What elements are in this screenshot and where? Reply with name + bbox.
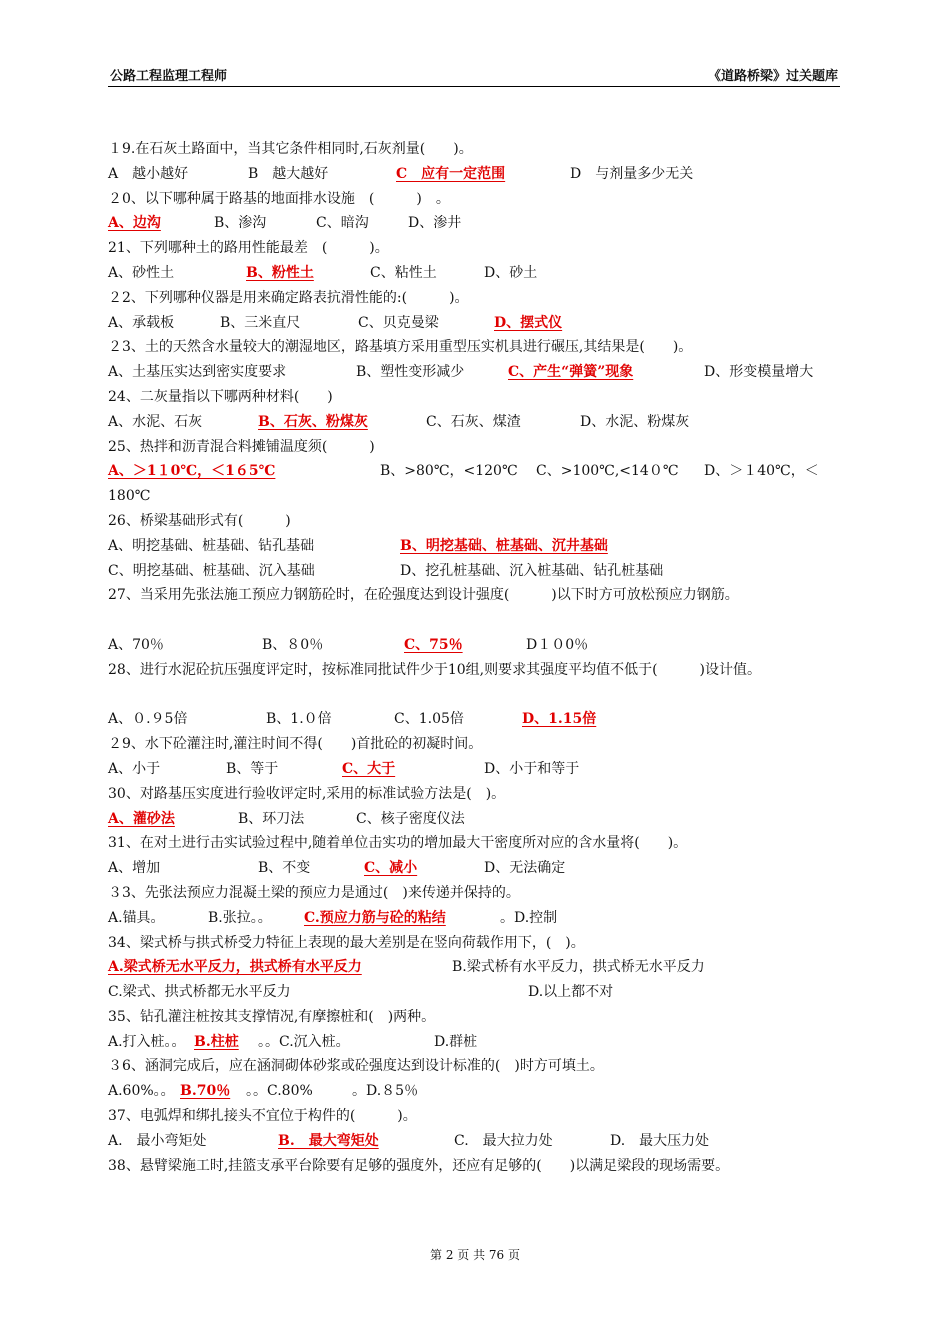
question-22-options — [108, 311, 844, 336]
answer-option-b: B、粉性土 — [246, 264, 314, 281]
answer-option-a: A、灌砂法 — [108, 810, 175, 827]
question-38-stem: 38、悬臂梁施工时,挂篮支承平台除要有足够的强度外，还应有足够的( )以满足梁段的现场需要。 — [108, 1157, 730, 1174]
option-a: A、水泥、石灰 — [108, 413, 203, 430]
option-c: C、>100℃,<14０℃ — [536, 463, 679, 480]
option-a: A、０.９5倍 — [108, 711, 188, 728]
answer-option-c: C、75％ — [404, 636, 463, 653]
question-30-stem: 30、对路基压实度进行验收评定时,采用的标准试验方法是( )。 — [108, 785, 506, 802]
option-b: B、环刀法 — [238, 810, 305, 827]
option-d: D. 最大压力处 — [610, 1132, 710, 1149]
question-37-stem: 37、电弧焊和绑扎接头不宜位于构件的( )。 — [108, 1108, 417, 1125]
option-d: D、小于和等于 — [484, 760, 580, 777]
option-a: A.60%。。 — [108, 1083, 175, 1100]
question-22-stem: ２2、下列哪种仪器是用来确定路表抗滑性能的:( )。 — [108, 289, 469, 306]
option-b: B、塑性变形减少 — [356, 364, 465, 381]
question-36-stem: ３6、涵洞完成后，应在涵洞砌体砂浆或砼强度达到设计标准的( )时方可填土。 — [108, 1058, 604, 1075]
option-d: 。D.８5％ — [352, 1083, 419, 1100]
answer-option-b: B、石灰、粉煤灰 — [258, 413, 368, 430]
answer-option-a: A.梁式桥无水平反力，拱式桥有水平反力 — [108, 959, 362, 976]
question-21-options — [108, 261, 844, 286]
question-28-options — [108, 707, 844, 732]
option-d: D１０0％ — [526, 636, 589, 653]
option-c: 。。C.沉入桩。 — [258, 1033, 350, 1050]
question-31-stem: 31、在对土进行击实试验过程中,随着单位击实功的增加最大干密度所对应的含水量将( )。 — [108, 835, 688, 852]
option-d: D、＞１40℃，＜ — [704, 463, 819, 480]
option-c: C、石灰、煤渣 — [426, 413, 521, 430]
option-a: A、明挖基础、桩基础、钻孔基础 — [108, 537, 315, 554]
question-36-options — [108, 1079, 844, 1104]
option-a: A、土基压实达到密实度要求 — [108, 364, 287, 381]
option-d: D、砂土 — [484, 264, 538, 281]
option-a: A. 最小弯矩处 — [108, 1132, 207, 1149]
question-27-options — [108, 633, 844, 658]
option-d: D.以上都不对 — [528, 984, 614, 1001]
option-a: A、砂性土 — [108, 264, 175, 281]
option-d: D 与剂量多少无关 — [570, 165, 694, 182]
question-34-options-cd — [108, 980, 844, 1005]
question-19-options — [108, 162, 844, 187]
question-list — [108, 137, 844, 1203]
question-24-options — [108, 410, 844, 435]
option-a: A.打入桩。。 — [108, 1033, 186, 1050]
option-a: A 越小越好 — [108, 165, 189, 182]
question-25-stem: 25、热拌和沥青混合料摊铺温度须( ) — [108, 438, 375, 455]
option-c: C. 最大拉力处 — [454, 1132, 553, 1149]
option-a: A、小于 — [108, 760, 161, 777]
question-21-stem: 21、下列哪种土的路用性能最差 ( )。 — [108, 240, 389, 257]
answer-option-d: D、摆式仪 — [494, 314, 563, 331]
option-b: B、不变 — [258, 860, 311, 877]
option-b: B.梁式桥有水平反力，拱式桥无水平反力 — [452, 959, 705, 976]
question-34-stem: 34、梁式桥与拱式桥受力特征上表现的最大差别是在竖向荷载作用下，( )。 — [108, 934, 585, 951]
option-c: C、粘性土 — [370, 264, 437, 281]
answer-option-b: B、明挖基础、桩基础、沉井基础 — [400, 537, 608, 554]
question-31-options — [108, 856, 844, 881]
question-24-stem: 24、二灰量指以下哪两种材料( ) — [108, 388, 333, 405]
question-26-stem: 26、桥梁基础形式有( ) — [108, 512, 291, 529]
question-34-options-ab — [108, 955, 844, 980]
header-left-title: 公路工程监理工程师 — [110, 69, 228, 84]
option-d: D、挖孔桩基础、沉入桩基础、钻孔桩基础 — [400, 562, 664, 579]
option-a: A、增加 — [108, 860, 161, 877]
answer-option-d: D、1.15倍 — [522, 711, 597, 728]
answer-option-b: B.70％ — [180, 1083, 231, 1100]
option-c: C、暗沟 — [316, 215, 369, 232]
option-b: B.张拉。。 — [208, 909, 272, 926]
option-c: C、明挖基础、桩基础、沉入基础 — [108, 562, 315, 579]
answer-option-c: C 应有一定范围 — [396, 165, 506, 182]
page-footer: 第 2 页 共 76 页 — [430, 1248, 520, 1262]
answer-option-b: B. 最大弯矩处 — [278, 1132, 379, 1149]
option-d: D、形变模量增大 — [704, 364, 814, 381]
option-b: B 越大越好 — [248, 165, 329, 182]
question-23-options — [108, 360, 844, 385]
question-37-options — [108, 1129, 844, 1154]
question-29-stem: ２9、水下砼灌注时,灌注时间不得( )首批砼的初凝时间。 — [108, 736, 483, 753]
option-b: B、1.０倍 — [266, 711, 332, 728]
option-b: B、三米直尺 — [220, 314, 301, 331]
answer-option-c: C、产生“弹簧”现象 — [508, 364, 634, 381]
answer-option-c: C.预应力筋与砼的粘结 — [304, 909, 446, 926]
page-header — [108, 62, 840, 87]
option-b: B、等于 — [226, 760, 279, 777]
answer-option-c: C、减小 — [364, 860, 418, 877]
option-d: D、水泥、粉煤灰 — [580, 413, 690, 430]
question-20-stem: ２0、以下哪种属于路基的地面排水设施 ( ) 。 — [108, 190, 450, 207]
answer-option-a: A、＞1１0℃，＜1６5℃ — [108, 463, 276, 480]
option-a: A.锚具。 — [108, 909, 165, 926]
option-c: C、1.05倍 — [394, 711, 464, 728]
question-33-options — [108, 906, 844, 931]
question-35-stem: 35、钻孔灌注桩按其支撑情况,有摩擦桩和( )两种。 — [108, 1008, 436, 1025]
header-right-title: 《道路桥梁》过关题库 — [707, 69, 838, 84]
option-b: B、渗沟 — [214, 215, 267, 232]
question-25-option-d-continued: 180℃ — [108, 488, 151, 505]
option-c: C、贝克曼梁 — [358, 314, 439, 331]
option-b: B、>80℃，<120℃ — [380, 463, 518, 480]
question-30-options — [108, 807, 844, 832]
answer-option-c: C、大于 — [342, 760, 396, 777]
answer-option-a: A、边沟 — [108, 215, 161, 232]
question-28-stem: 28、进行水泥砼抗压强度评定时，按标准同批试件少于10组,则要求其强度平均值不低于( )设计值。 — [108, 661, 762, 678]
question-26-options-cd — [108, 559, 844, 584]
question-33-stem: ３3、先张法预应力混凝土梁的预应力是通过( )来传递并保持的。 — [108, 884, 520, 901]
question-27-stem: 27、当采用先张法施工预应力钢筋砼时，在砼强度达到设计强度( )以下时方可放松预应力钢筋。 — [108, 587, 739, 604]
option-a: A、70％ — [108, 636, 164, 653]
answer-option-b: B.柱桩 — [194, 1033, 239, 1050]
option-c: C、核子密度仪法 — [356, 810, 465, 827]
question-26-options-ab — [108, 534, 844, 559]
option-d: D.群桩 — [434, 1033, 478, 1050]
option-a: A、承载板 — [108, 314, 175, 331]
option-d: 。D.控制 — [500, 909, 558, 926]
option-c: C.梁式、拱式桥都无水平反力 — [108, 984, 291, 1001]
question-23-stem: ２3、土的天然含水量较大的潮湿地区，路基填方采用重型压实机具进行碾压,其结果是( )。 — [108, 339, 693, 356]
option-d: D、渗井 — [408, 215, 462, 232]
question-25-options — [108, 459, 844, 484]
question-19-stem: １9.在石灰土路面中，当其它条件相同时,石灰剂量( )。 — [108, 141, 473, 157]
option-d: D、无法确定 — [484, 860, 566, 877]
option-c: 。。C.80% — [246, 1083, 313, 1100]
question-35-options — [108, 1030, 844, 1055]
question-20-options — [108, 211, 844, 236]
option-b: B、８0％ — [262, 636, 324, 653]
question-29-options — [108, 757, 844, 782]
